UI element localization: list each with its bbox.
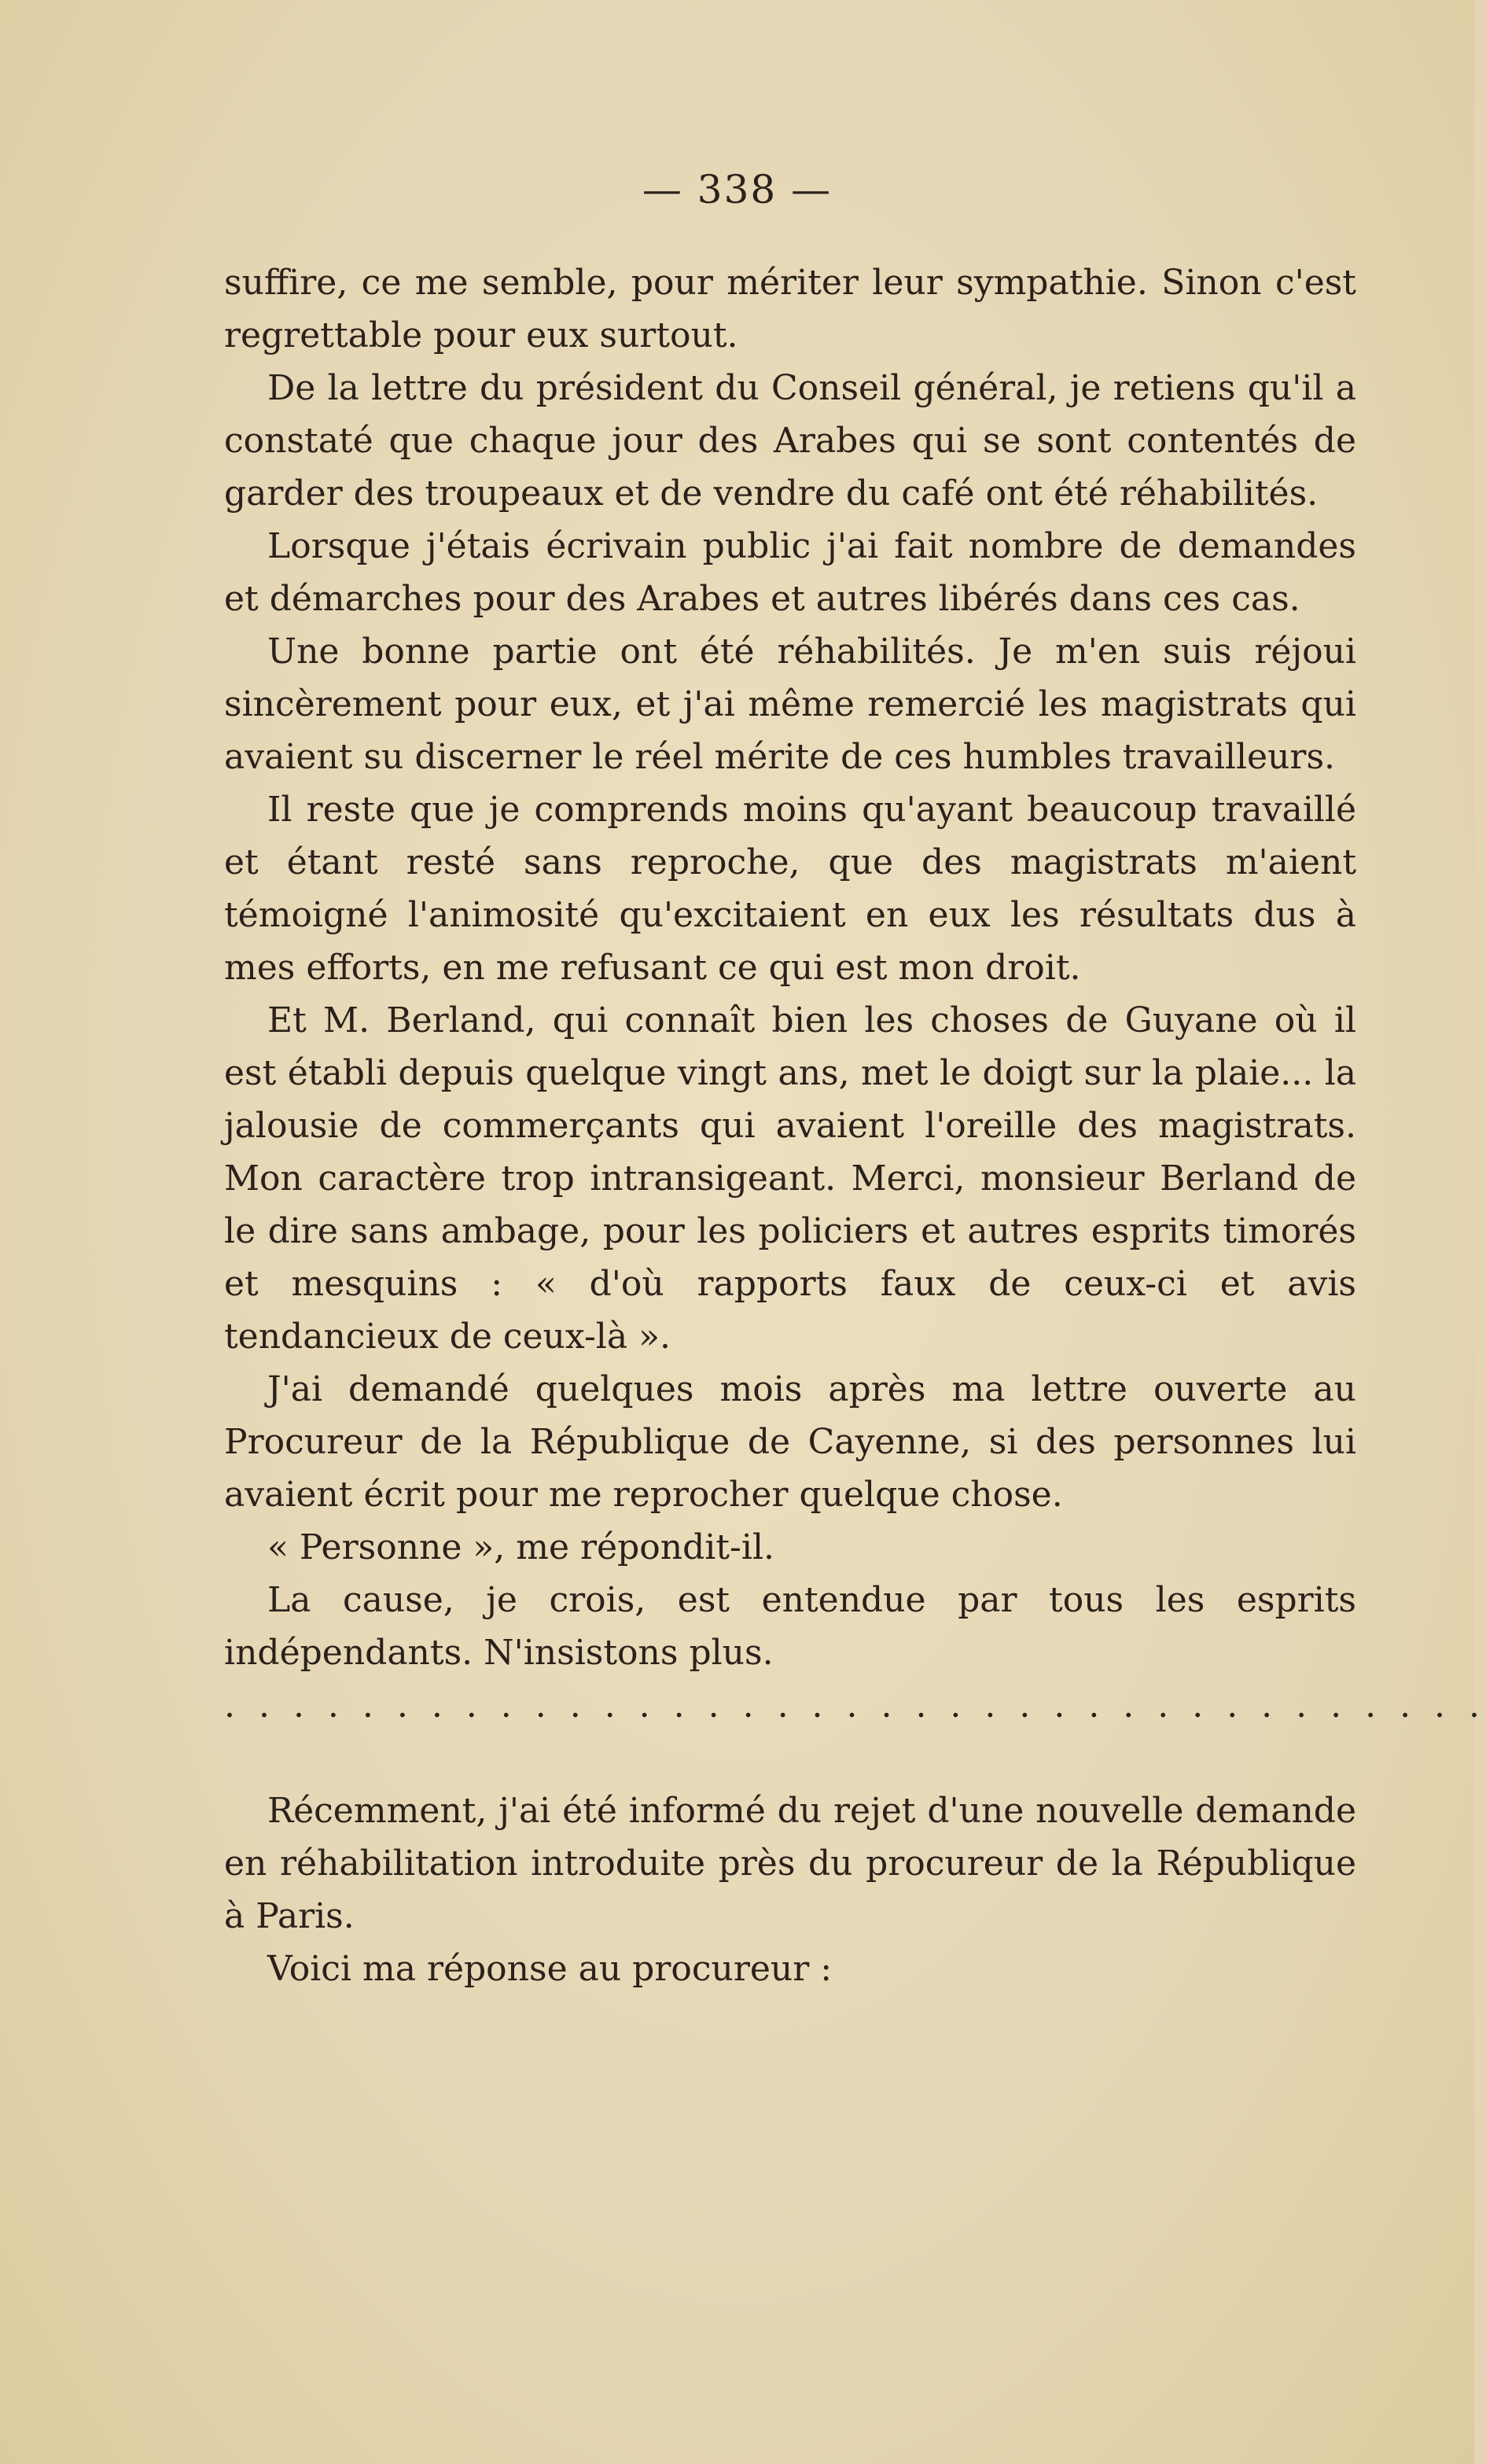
paragraph: Une bonne partie ont été réhabilités. Je m'en suis réjoui sincèrement pour eux, et j'ai même remercié les magistrats qui avaient su discerner le réel mérite de ces humbles travailleurs.	[224, 632, 1356, 777]
page-number: — 338 —	[642, 167, 833, 212]
paragraph: Il reste que je comprends moins qu'ayant beaucoup travaillé et étant resté sans reproche, que des magistrats m'aient témoigné l'animosité qu'excitaient en eux les résultats dus à mes efforts, en me refusant ce qui est mon droit.	[224, 790, 1356, 988]
paragraph: Récemment, j'ai été informé du rejet d'une nouvelle demande en réhabilitation introduite près du procureur de la République à Paris.	[224, 1791, 1356, 1936]
paragraph: « Personne », me répondit-il.	[267, 1527, 775, 1567]
paragraph: Voici ma réponse au procureur :	[267, 1949, 833, 1989]
paragraph: J'ai demandé quelques mois après ma lettre ouverte au Procureur de la République de Cayenne, si des personnes lui avaient écrit pour me reprocher quelque chose.	[224, 1369, 1356, 1515]
paragraph: La cause, je crois, est entendue par tous les esprits indépendants. N'insistons plus.	[224, 1580, 1356, 1673]
section-separator: . . . . . . . . . . . . . . . . . . . . . . . . . . . . . . . . . . . . .	[224, 1685, 1486, 1726]
paragraph: Et M. Berland, qui connaît bien les choses de Guyane où il est établi depuis quelque vingt ans, met le doigt sur la plaie... la jalousie de commerçants qui avaient l'oreille des magistrats. Mon caractère trop intransigeant. Merci, monsieur Berland de le dire sans ambage, pour les policiers et autres esprits timorés et mesquins : « d'où rapports faux de ceux-ci et avis tendancieux de ceux-là ».	[224, 1000, 1356, 1357]
section-gap	[224, 1732, 1356, 1784]
body-text	[224, 256, 1486, 1995]
paragraph: De la lettre du président du Conseil général, je retiens qu'il a constaté que chaque jour des Arabes qui se sont contentés de garder des troupeaux et de vendre du café ont été réhabilités.	[224, 368, 1356, 514]
paragraph: Lorsque j'étais écrivain public j'ai fait nombre de demandes et démarches pour des Arabes et autres libérés dans ces cas.	[224, 526, 1356, 619]
paragraph: suffire, ce me semble, pour mériter leur sympathie. Sinon c'est regrettable pour eux surtout.	[224, 263, 1356, 355]
